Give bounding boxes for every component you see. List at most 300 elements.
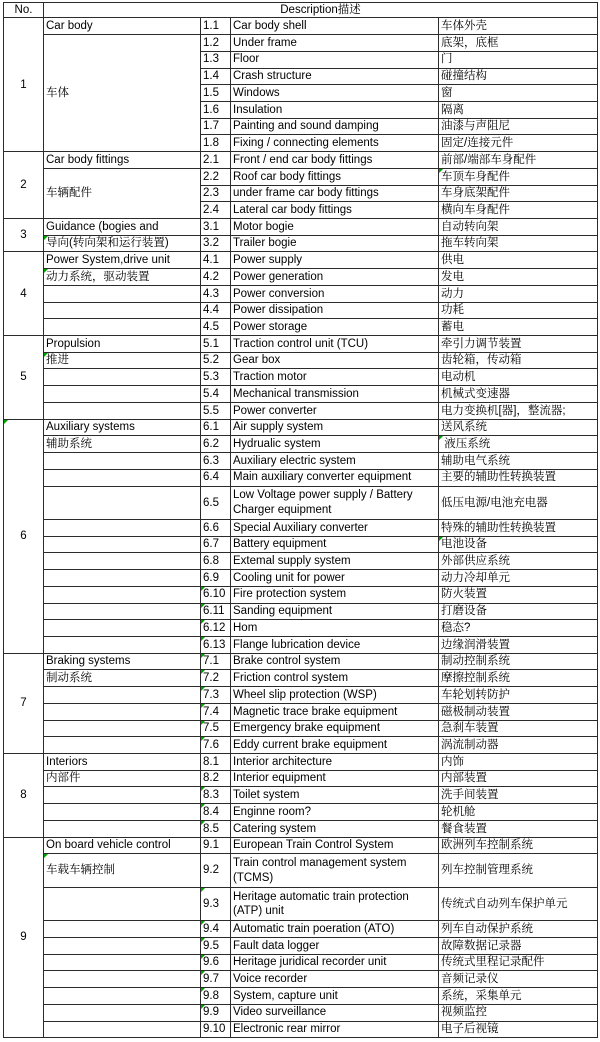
table-row — [4, 787, 598, 804]
category-cell — [44, 787, 201, 804]
item-number-cell: 6.4 — [201, 469, 231, 486]
item-number-cell: 6.13 — [201, 636, 231, 653]
table-row — [4, 770, 598, 787]
category-cell — [44, 620, 201, 637]
parts-table-body — [4, 18, 598, 1038]
item-description-zh-cell: 磁极制动装置 — [439, 703, 598, 720]
cell-flag-icon — [201, 921, 205, 925]
item-description-en-cell: Voice recorder — [231, 971, 439, 988]
item-number-cell: 8.3 — [201, 787, 231, 804]
item-description-en-cell: Painting and sound damping — [231, 118, 439, 135]
cell-flag-icon — [201, 604, 205, 608]
item-description-zh-cell: 辅助电气系统 — [439, 453, 598, 470]
item-description-en-cell: Extemal supply system — [231, 553, 439, 570]
item-description-en-cell: Windows — [231, 85, 439, 102]
item-number-cell: 2.3 — [201, 185, 231, 202]
category-cell — [44, 603, 201, 620]
group-number-cell: 2 — [4, 152, 44, 219]
cell-flag-icon — [201, 687, 205, 691]
table-row — [4, 687, 598, 704]
item-number-cell: 2.1 — [201, 152, 231, 169]
category-cell — [44, 469, 201, 486]
category-cell — [44, 553, 201, 570]
item-description-en-cell: Air supply system — [231, 419, 439, 436]
cell-flag-icon — [201, 1005, 205, 1009]
table-row — [4, 285, 598, 302]
item-number-cell: 9.2 — [201, 854, 231, 887]
item-description-en-cell: System, capture unit — [231, 988, 439, 1005]
item-description-en-cell: Floor — [231, 51, 439, 68]
no-column-header: No. — [4, 3, 44, 18]
item-description-zh-cell: 传统式自动列车保护单元 — [439, 887, 598, 920]
item-number-cell: 1.3 — [201, 51, 231, 68]
group-number-cell: 4 — [4, 252, 44, 336]
group-number-cell: 7 — [4, 653, 44, 753]
item-number-cell: 9.7 — [201, 971, 231, 988]
table-row — [4, 152, 598, 169]
item-number-cell: 9.8 — [201, 988, 231, 1005]
item-number-cell: 1.7 — [201, 118, 231, 135]
item-description-zh-cell: 边缘润滑装置 — [439, 636, 598, 653]
cell-flag-icon — [44, 854, 48, 858]
category-cell — [44, 687, 201, 704]
category-cell: 辅助系统 — [44, 436, 201, 453]
category-cell: Auxiliary systems — [44, 419, 201, 436]
table-row — [4, 486, 598, 519]
table-row — [4, 402, 598, 419]
table-row — [4, 453, 598, 470]
item-number-cell: 6.6 — [201, 519, 231, 536]
item-description-en-cell: Brake control system — [231, 653, 439, 670]
item-number-cell: 9.3 — [201, 887, 231, 920]
item-description-zh-cell: 固定/连接元件 — [439, 135, 598, 152]
item-description-en-cell: Power converter — [231, 402, 439, 419]
table-row — [4, 670, 598, 687]
item-description-en-cell: Power dissipation — [231, 302, 439, 319]
item-description-zh-cell: 内部装置 — [439, 770, 598, 787]
table-row — [4, 570, 598, 587]
table-row — [4, 720, 598, 737]
item-description-zh-cell: 急刹车装置 — [439, 720, 598, 737]
item-description-zh-cell: 摩擦控制系统 — [439, 670, 598, 687]
table-row — [4, 319, 598, 336]
item-number-cell: 7.5 — [201, 720, 231, 737]
table-row — [4, 419, 598, 436]
item-description-zh-cell: 油漆与声阻尼 — [439, 118, 598, 135]
category-cell: 制动系统 — [44, 670, 201, 687]
item-description-zh-cell: 主要的辅助性转换装置 — [439, 469, 598, 486]
table-row — [4, 854, 598, 887]
item-number-cell: 6.1 — [201, 419, 231, 436]
item-description-en-cell: Sanding equipment — [231, 603, 439, 620]
item-description-en-cell: Mechanical transmission — [231, 386, 439, 403]
table-row — [4, 436, 598, 453]
item-description-zh-cell: 涡流制动器 — [439, 737, 598, 754]
table-row — [4, 887, 598, 920]
cell-flag-icon — [201, 587, 205, 591]
category-cell — [44, 937, 201, 954]
item-description-en-cell: Heritage automatic train protection (ATP) unit — [231, 887, 439, 920]
item-description-en-cell: Motor bogie — [231, 219, 439, 236]
item-description-zh-cell: 外部供应系统 — [439, 553, 598, 570]
category-cell — [44, 921, 201, 938]
item-number-cell: 6.11 — [201, 603, 231, 620]
cell-flag-icon — [201, 654, 205, 658]
item-description-en-cell: Enginne room? — [231, 804, 439, 821]
item-description-zh-cell: 送风系统 — [439, 419, 598, 436]
item-number-cell: 6.10 — [201, 586, 231, 603]
item-number-cell: 7.6 — [201, 737, 231, 754]
item-number-cell: 7.3 — [201, 687, 231, 704]
item-number-cell: 4.4 — [201, 302, 231, 319]
category-cell — [44, 737, 201, 754]
group-number-cell: 5 — [4, 336, 44, 420]
item-number-cell: 7.1 — [201, 653, 231, 670]
category-cell: 车辆配件 — [44, 168, 201, 218]
category-cell: On board vehicle control — [44, 837, 201, 854]
category-cell — [44, 971, 201, 988]
item-number-cell: 5.4 — [201, 386, 231, 403]
table-row — [4, 219, 598, 236]
item-description-en-cell: Special Auxiliary converter — [231, 519, 439, 536]
table-row — [4, 653, 598, 670]
category-cell: 动力系统，驱动装置 — [44, 269, 201, 286]
item-number-cell: 7.4 — [201, 703, 231, 720]
item-description-zh-cell: 齿轮箱，传动箱 — [439, 352, 598, 369]
item-description-en-cell: Emergency brake equipment — [231, 720, 439, 737]
table-row — [4, 35, 598, 52]
item-description-en-cell: Catering system — [231, 820, 439, 837]
category-cell: 内部件 — [44, 770, 201, 787]
item-number-cell: 1.4 — [201, 68, 231, 85]
item-number-cell: 4.5 — [201, 319, 231, 336]
item-description-en-cell: Traction motor — [231, 369, 439, 386]
item-description-zh-cell: 液压系统 — [439, 436, 598, 453]
item-description-en-cell: Power conversion — [231, 285, 439, 302]
item-number-cell: 5.3 — [201, 369, 231, 386]
item-description-zh-cell: 动力 — [439, 285, 598, 302]
table-row — [4, 921, 598, 938]
category-cell — [44, 703, 201, 720]
item-description-en-cell: Hydrualic system — [231, 436, 439, 453]
item-description-en-cell: Front / end car body fittings — [231, 152, 439, 169]
item-description-zh-cell: 制动控制系统 — [439, 653, 598, 670]
item-number-cell: 4.3 — [201, 285, 231, 302]
table-row — [4, 536, 598, 553]
table-row — [4, 18, 598, 35]
item-description-zh-cell: 餐食装置 — [439, 820, 598, 837]
item-number-cell: 8.4 — [201, 804, 231, 821]
item-description-en-cell: Under frame — [231, 35, 439, 52]
table-row — [4, 302, 598, 319]
item-description-zh-cell: 视频监控 — [439, 1004, 598, 1021]
category-cell — [44, 486, 201, 519]
item-description-zh-cell: 前部/端部车身配件 — [439, 152, 598, 169]
item-description-zh-cell: 供电 — [439, 252, 598, 269]
item-number-cell: 1.5 — [201, 85, 231, 102]
item-description-zh-cell: 故障数据记录器 — [439, 937, 598, 954]
item-description-en-cell: under frame car body fittings — [231, 185, 439, 202]
cell-flag-icon — [44, 269, 48, 273]
cell-flag-icon — [201, 804, 205, 808]
table-row — [4, 988, 598, 1005]
table-row — [4, 703, 598, 720]
cell-flag-icon — [201, 721, 205, 725]
table-row — [4, 837, 598, 854]
item-description-zh-cell: 功耗 — [439, 302, 598, 319]
item-number-cell: 6.7 — [201, 536, 231, 553]
item-number-cell: 5.1 — [201, 336, 231, 353]
cell-flag-icon — [201, 888, 205, 892]
item-description-zh-cell: 传统式里程记录配件 — [439, 954, 598, 971]
item-description-en-cell: Train control management system (TCMS) — [231, 854, 439, 887]
item-description-zh-cell: 内饰 — [439, 754, 598, 771]
item-description-en-cell: Magnetic trace brake equipment — [231, 703, 439, 720]
table-row — [4, 1004, 598, 1021]
table-row — [4, 954, 598, 971]
item-number-cell: 9.1 — [201, 837, 231, 854]
item-description-zh-cell: 牵引力调节装置 — [439, 336, 598, 353]
category-cell — [44, 285, 201, 302]
category-cell: Car body — [44, 18, 201, 35]
cell-flag-icon — [201, 955, 205, 959]
item-description-en-cell: Roof car body fittings — [231, 168, 439, 185]
item-description-zh-cell: 电动机 — [439, 369, 598, 386]
item-description-zh-cell: 横向车身配件 — [439, 202, 598, 219]
table-row — [4, 937, 598, 954]
item-description-en-cell: Friction control system — [231, 670, 439, 687]
table-row — [4, 336, 598, 353]
category-cell: 车体 — [44, 35, 201, 152]
table-row — [4, 603, 598, 620]
category-cell: Braking systems — [44, 653, 201, 670]
item-number-cell: 3.1 — [201, 219, 231, 236]
table-row — [4, 386, 598, 403]
item-number-cell: 9.10 — [201, 1021, 231, 1038]
table-row — [4, 754, 598, 771]
category-cell: 推进 — [44, 352, 201, 369]
item-description-zh-cell: 动力冷却单元 — [439, 570, 598, 587]
category-cell: Guidance (bogies and — [44, 219, 201, 236]
item-description-en-cell: Interior equipment — [231, 770, 439, 787]
item-description-zh-cell: 机械式变速器 — [439, 386, 598, 403]
category-cell — [44, 369, 201, 386]
item-description-en-cell: Fire protection system — [231, 586, 439, 603]
item-description-en-cell: Heritage juridical recorder unit — [231, 954, 439, 971]
spreadsheet-sheet — [3, 2, 600, 1038]
item-description-zh-cell: 打磨设备 — [439, 603, 598, 620]
category-cell: Car body fittings — [44, 152, 201, 169]
item-description-zh-cell: 车身底架配件 — [439, 185, 598, 202]
category-cell — [44, 386, 201, 403]
category-cell — [44, 536, 201, 553]
item-description-zh-cell: 欧洲列车控制系统 — [439, 837, 598, 854]
category-cell — [44, 1004, 201, 1021]
category-cell — [44, 804, 201, 821]
item-number-cell: 6.2 — [201, 436, 231, 453]
table-row — [4, 971, 598, 988]
item-number-cell: 4.2 — [201, 269, 231, 286]
group-number-cell: 1 — [4, 18, 44, 152]
table-row — [4, 469, 598, 486]
table-header-row — [4, 3, 598, 18]
table-row — [4, 820, 598, 837]
cell-flag-icon — [439, 537, 443, 541]
item-description-zh-cell: 窗 — [439, 85, 598, 102]
cell-flag-icon — [439, 169, 443, 173]
item-description-en-cell: Interior architecture — [231, 754, 439, 771]
table-row — [4, 804, 598, 821]
category-cell — [44, 570, 201, 587]
item-description-en-cell: European Train Control System — [231, 837, 439, 854]
cell-flag-icon — [201, 988, 205, 992]
item-description-en-cell: Fixing / connecting elements — [231, 135, 439, 152]
item-description-en-cell: Crash structure — [231, 68, 439, 85]
item-description-zh-cell: 系统，采集单元 — [439, 988, 598, 1005]
item-description-zh-cell: 蓄电 — [439, 319, 598, 336]
cell-flag-icon — [4, 420, 8, 424]
item-description-zh-cell: 特殊的辅助性转换装置 — [439, 519, 598, 536]
group-number-cell: 3 — [4, 219, 44, 252]
category-cell — [44, 453, 201, 470]
cell-flag-icon — [201, 821, 205, 825]
item-number-cell: 1.8 — [201, 135, 231, 152]
item-description-zh-cell: 隔离 — [439, 101, 598, 118]
category-cell — [44, 954, 201, 971]
cell-flag-icon — [439, 436, 443, 440]
item-description-zh-cell: 电池设备 — [439, 536, 598, 553]
item-description-zh-cell: 车轮划转防护 — [439, 687, 598, 704]
item-description-zh-cell: 列车自动保护系统 — [439, 921, 598, 938]
item-number-cell: 5.2 — [201, 352, 231, 369]
item-number-cell: 8.2 — [201, 770, 231, 787]
item-number-cell: 1.1 — [201, 18, 231, 35]
item-description-en-cell: Insulation — [231, 101, 439, 118]
table-row — [4, 636, 598, 653]
item-number-cell: 9.6 — [201, 954, 231, 971]
item-description-zh-cell: 车体外壳 — [439, 18, 598, 35]
item-description-en-cell: Automatic train poeration (ATO) — [231, 921, 439, 938]
item-number-cell: 6.9 — [201, 570, 231, 587]
item-description-en-cell: Traction control unit (TCU) — [231, 336, 439, 353]
item-number-cell: 8.1 — [201, 754, 231, 771]
item-number-cell: 6.12 — [201, 620, 231, 637]
item-description-en-cell: Eddy current brake equipment — [231, 737, 439, 754]
item-description-zh-cell: 发电 — [439, 269, 598, 286]
table-row — [4, 252, 598, 269]
item-description-en-cell: Electronic rear mirror — [231, 1021, 439, 1038]
item-description-zh-cell: 碰撞结构 — [439, 68, 598, 85]
item-description-zh-cell: 拖车转向架 — [439, 235, 598, 252]
category-cell — [44, 636, 201, 653]
item-number-cell: 1.2 — [201, 35, 231, 52]
item-number-cell: 4.1 — [201, 252, 231, 269]
category-cell — [44, 586, 201, 603]
item-description-en-cell: Car body shell — [231, 18, 439, 35]
category-cell — [44, 302, 201, 319]
item-description-en-cell: Power generation — [231, 269, 439, 286]
table-row — [4, 168, 598, 185]
item-description-zh-cell: 自动转向架 — [439, 219, 598, 236]
table-row — [4, 620, 598, 637]
item-number-cell: 6.3 — [201, 453, 231, 470]
item-description-en-cell: Auxiliary electric system — [231, 453, 439, 470]
item-number-cell: 5.5 — [201, 402, 231, 419]
category-cell — [44, 402, 201, 419]
category-cell: Interiors — [44, 754, 201, 771]
item-description-zh-cell: 车顶车身配件 — [439, 168, 598, 185]
cell-flag-icon — [201, 737, 205, 741]
category-cell — [44, 887, 201, 920]
item-description-en-cell: Battery equipment — [231, 536, 439, 553]
table-row — [4, 352, 598, 369]
category-cell: 导向(转向架和运行装置) — [44, 235, 201, 252]
item-description-zh-cell: 音频记录仪 — [439, 971, 598, 988]
category-cell — [44, 519, 201, 536]
item-description-en-cell: Hom — [231, 620, 439, 637]
item-number-cell: 8.5 — [201, 820, 231, 837]
table-row — [4, 519, 598, 536]
item-description-zh-cell: 防火装置 — [439, 586, 598, 603]
item-number-cell: 9.5 — [201, 937, 231, 954]
item-description-en-cell: Low Voltage power supply / Battery Charger equipment — [231, 486, 439, 519]
cell-flag-icon — [201, 637, 205, 641]
item-description-zh-cell: 洗手间装置 — [439, 787, 598, 804]
item-description-en-cell: Toilet system — [231, 787, 439, 804]
table-row — [4, 737, 598, 754]
item-number-cell: 6.5 — [201, 486, 231, 519]
item-number-cell: 2.4 — [201, 202, 231, 219]
category-cell — [44, 720, 201, 737]
item-description-en-cell: Fault data logger — [231, 937, 439, 954]
item-description-en-cell: Power supply — [231, 252, 439, 269]
table-row — [4, 1021, 598, 1038]
category-cell — [44, 1021, 201, 1038]
item-number-cell: 9.9 — [201, 1004, 231, 1021]
category-cell — [44, 319, 201, 336]
category-cell: 车载车辆控制 — [44, 854, 201, 887]
cell-flag-icon — [44, 236, 48, 240]
description-column-header: Description描述 — [44, 3, 598, 18]
cell-flag-icon — [201, 971, 205, 975]
item-description-en-cell: Gear box — [231, 352, 439, 369]
table-row — [4, 235, 598, 252]
item-description-en-cell: Trailer bogie — [231, 235, 439, 252]
item-description-en-cell: Video surveillance — [231, 1004, 439, 1021]
cell-flag-icon — [201, 620, 205, 624]
item-number-cell: 1.6 — [201, 101, 231, 118]
item-description-en-cell: Lateral car body fittings — [231, 202, 439, 219]
category-cell — [44, 988, 201, 1005]
group-number-cell: 6 — [4, 419, 44, 653]
cell-flag-icon — [201, 938, 205, 942]
table-row — [4, 553, 598, 570]
group-number-cell: 9 — [4, 837, 44, 1038]
table-row — [4, 586, 598, 603]
category-cell — [44, 820, 201, 837]
item-number-cell: 6.8 — [201, 553, 231, 570]
item-number-cell: 7.2 — [201, 670, 231, 687]
parts-table — [3, 2, 598, 1038]
category-cell: Propulsion — [44, 336, 201, 353]
item-description-zh-cell: 稳态? — [439, 620, 598, 637]
cell-flag-icon — [44, 353, 48, 357]
item-description-zh-cell: 低压电源/电池充电器 — [439, 486, 598, 519]
item-description-zh-cell: 门 — [439, 51, 598, 68]
category-cell: Power System,drive unit — [44, 252, 201, 269]
item-description-en-cell: Wheel slip protection (WSP) — [231, 687, 439, 704]
item-description-en-cell: Power storage — [231, 319, 439, 336]
